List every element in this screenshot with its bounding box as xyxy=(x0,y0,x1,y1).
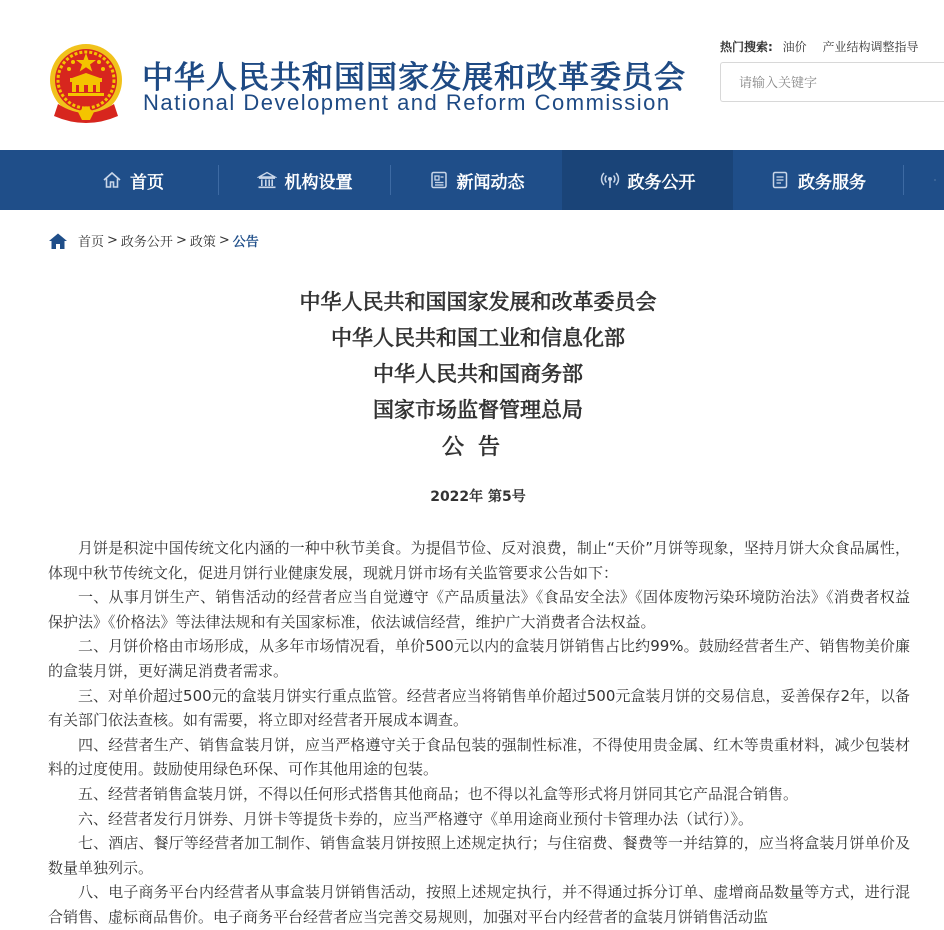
breadcrumb-link-policy[interactable]: 政策 xyxy=(189,235,216,250)
nav-item-government-affairs[interactable] xyxy=(562,150,733,210)
article-body xyxy=(48,536,910,930)
nav-item-home[interactable] xyxy=(48,150,218,210)
article-issuers xyxy=(0,284,944,468)
hot-search xyxy=(720,38,925,55)
document-number: 2022年 第5号 xyxy=(430,489,526,505)
issuer-name: 国家市场监督管理总局 xyxy=(373,398,583,422)
nav-item-label: 机构设置 xyxy=(284,172,353,193)
article-paragraph: 八、电子商务平台内经营者从事盒装月饼销售活动，按照上述规定执行，并不得通过拆分订单、虚增商品数量等方式，进行混合销售、虚标商品售价。电子商务平台经营者应当完善交易规则，加强对平台内经营者的盒装月饼销售活动监 xyxy=(48,883,910,926)
article-paragraph: 五、经营者销售盒装月饼，不得以任何形式搭售其他商品；也不得以礼盒等形式将月饼同其它产品混合销售。 xyxy=(78,784,799,803)
breadcrumb-link-home[interactable]: 首页 xyxy=(78,235,105,250)
breadcrumb-separator: > xyxy=(175,233,187,248)
building-icon xyxy=(257,170,277,190)
national-emblem-logo[interactable] xyxy=(48,42,124,124)
breadcrumb-separator: > xyxy=(107,233,118,248)
notice-title: 公告 xyxy=(441,435,514,460)
article-paragraph: 七、酒店、餐厅等经营者加工制作、销售盒装月饼按照上述规定执行；与住宿费、餐费等一并结算的，应当将盒装月饼单价及数量单独列示。 xyxy=(48,834,910,877)
home-icon xyxy=(102,170,122,190)
article-paragraph: 四、经营者生产、销售盒装月饼，应当严格遵守关于食品包装的强制性标准，不得使用贵金属、红木等贵重材料，减少包装材料的过度使用。鼓励使用绿色环保、可作其他用途的包装。 xyxy=(48,735,910,779)
site-header xyxy=(0,0,944,150)
nav-item-organization[interactable] xyxy=(219,150,390,210)
breadcrumb xyxy=(48,231,259,250)
more-icon xyxy=(934,170,936,190)
site-title-en: National Development and Reform Commission xyxy=(143,90,671,115)
document-icon xyxy=(770,170,790,190)
breadcrumb-link-government-affairs[interactable]: 政务公开 xyxy=(120,235,173,250)
nav-item-label: 政务公开 xyxy=(627,172,696,193)
news-icon xyxy=(429,170,449,190)
nav-item-label: 政务服务 xyxy=(798,172,866,193)
nav-item-more[interactable] xyxy=(904,150,944,210)
site-title-cn: 中华人民共和国国家发展和改革委员会 xyxy=(142,60,686,96)
nav-item-services[interactable] xyxy=(733,150,903,210)
hot-keyword-link[interactable]: 产业结构调整指导 xyxy=(822,40,919,54)
home-icon xyxy=(48,232,68,250)
issuer-name: 中华人民共和国国家发展和改革委员会 xyxy=(299,290,657,314)
article-paragraph: 二、月饼价格由市场形成，从多年市场情况看，单价500元以内的盒装月饼销售占比约99%。鼓励经营者生产、销售物美价廉的盒装月饼，更好满足消费者需求。 xyxy=(48,637,910,680)
breadcrumb-current[interactable]: 公告 xyxy=(232,235,259,250)
search-input[interactable] xyxy=(721,63,941,103)
nav-item-label: 新闻动态 xyxy=(456,172,525,193)
hot-keyword-link[interactable]: 油价 xyxy=(782,40,807,54)
article-paragraph: 月饼是积淀中国传统文化内涵的一种中秋节美食。为提倡节俭、反对浪费，制止“天价”月饼等现象，坚持月饼大众食品属性，体现中秋节传统文化，促进月饼行业健康发展，现就月饼市场有关监管要求公告如下： xyxy=(48,539,910,582)
nav-item-label: 首页 xyxy=(130,172,164,193)
article-paragraph: 三、对单价超过500元的盒装月饼实行重点监管。经营者应当将销售单价超过500元盒装月饼的交易信息，妥善保存2年，以备有关部门依法查核。如有需要，将立即对经营者开展成本调查。 xyxy=(48,686,910,730)
search-box xyxy=(720,62,944,102)
article-paragraph: 六、经营者发行月饼券、月饼卡等提货卡券的，应当严格遵守《单用途商业预付卡管理办法（试行）》。 xyxy=(78,809,754,828)
main-nav xyxy=(0,150,944,210)
broadcast-icon xyxy=(600,170,620,190)
hot-search-label: 热门搜索: xyxy=(720,40,773,54)
issuer-name: 中华人民共和国商务部 xyxy=(373,362,583,386)
nav-item-news[interactable] xyxy=(391,150,562,210)
article-paragraph: 一、从事月饼生产、销售活动的经营者应当自觉遵守《产品质量法》《食品安全法》《固体废物污染环境防治法》《消费者权益保护法》《价格法》等法律法规和有关国家标准，依法诚信经营，维护广大消费者合法权益。 xyxy=(48,588,910,631)
breadcrumb-separator: > xyxy=(218,233,230,248)
issuer-name: 中华人民共和国工业和信息化部 xyxy=(331,326,625,350)
